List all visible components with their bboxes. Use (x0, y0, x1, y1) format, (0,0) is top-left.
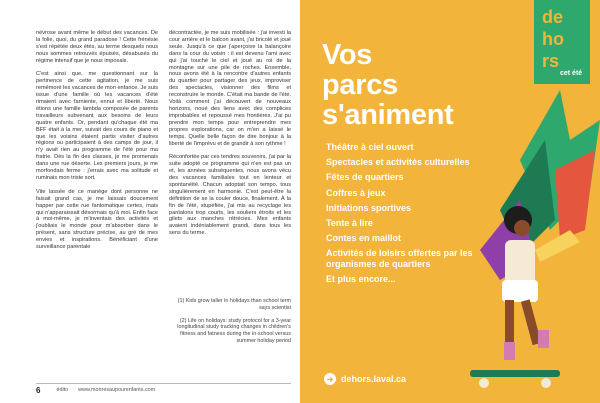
article-column-1 (36, 30, 158, 258)
footer-url[interactable]: www.monresaupourenfants.com (78, 387, 156, 393)
activity-item: Et plus encore... (326, 274, 396, 285)
footnote: (1) Kids grow taller in holidays than school term says scientist (177, 298, 291, 311)
dehors-logo (534, 0, 590, 84)
logo-subtitle: cet été (560, 70, 583, 77)
footnote: (2) Life on holidays: study protocol for a 3-year longitudinal study tracking changes in children's fitness and fatness during the in-school versus summer holiday period (177, 317, 291, 344)
arrow-right-icon: ➜ (324, 373, 336, 385)
activity-item: Coffres à jeux (326, 187, 386, 198)
paragraph: névrose avant même le début des vacances. De la folie, quoi, du grand paradoxe ! Cette frénésie s'est répétée deux étés, au terme desquels nous nous sommes retrouvés épuisés, désabusés du régime intensif que je nous imposais. (36, 30, 158, 64)
article-column-2 (169, 30, 291, 244)
activity-item: Tente à lire (326, 217, 373, 228)
paragraph: Vite lassée de ce manège dont personne ne faisait grand cas, je me laissais doucement happer par cette rue fantomatique certes, mais qui n'apparaissait désormais qu'à moi. Enfin face à moi-même, je m'inventais des activités et j'oubliais le monde pour m'absorber dans le présent, sans structure précise, au gré de mes envies et inspirations. Bénéficiant d'une surveillance parentale (36, 188, 158, 251)
headline-line: parcs (322, 69, 398, 101)
activity-item: Activités de loisirs offertes par les organismes de quartiers (326, 248, 473, 269)
activity-item: Spectacles et activités culturelles (326, 157, 470, 168)
character-shirt (505, 240, 535, 285)
paragraph: C'est ainsi que, me questionnant sur la pertinence de cette agitation, je me suis remémoré les vacances de mon enfance. Je suis issue d'une famille où les vacances d'été rimaient avec farniente, ennui et liberté. Nous étions une famille lambda composée de parents travailleurs subvenant aux besoins de leurs quatre enfants. Or, pendant qu'chaque été ma BFF était à la mer, suivait des cours de piano et que les voisins étaient partis visiter d'autres régions ou participaient à des camps de jour, il n'y avait rien au programme de l'été pour ma fratrie. Dès la fin des classes, je me promenais dans une rue déserte. Les premiers jours, je me morfondais ferme : j'errais avec ma solitude et ruminais mon triste sort. (36, 71, 158, 182)
page-number: 6 (36, 385, 41, 395)
trumpet (535, 230, 580, 262)
logo-text: de (542, 7, 564, 27)
right-page-ad (300, 0, 600, 403)
ad-headline (322, 40, 454, 130)
skateboard-wheel (479, 378, 489, 388)
skateboard (470, 370, 560, 377)
activity-item: Initiations sportives (326, 202, 412, 213)
skateboard-wheel (541, 378, 551, 388)
page-footer (36, 383, 291, 393)
logo-text: rs (542, 51, 560, 71)
website-link[interactable] (324, 373, 406, 385)
skateboarder-illustration (460, 80, 600, 403)
character-face (514, 220, 530, 236)
character-sock (504, 342, 515, 360)
footnotes (169, 298, 291, 351)
character-shorts (502, 280, 538, 302)
activity-item: Fêtes de quartiers (326, 172, 404, 183)
activity-item: Théâtre à ciel ouvert (326, 142, 414, 152)
headline-line: Vos (322, 39, 373, 71)
website-url[interactable]: dehors.laval.ca (341, 374, 407, 384)
headline-line: s'animent (322, 99, 454, 131)
character-sock (538, 330, 549, 348)
section-name: édito (56, 387, 69, 393)
paragraph: Réconfortée par ces tendres souvenirs, j'ai par la suite adopté ce programme qui n'en est pas un et, les années subséquentes, nous avons vécu des vacances familiales tout en lenteur et spontanéité. Chacun adoptait son tempo, tous singulièrement en harmonie. C'est peut-être la définition de se la couler douce, finalement. À la fin de l'été, stupéfiée, j'ai mis au recyclage les pantalons trop courts, les souliers étroits et les gilets aux manches rétrécies. Mes enfants avaient indéniablement grandi, dans tous les sens du terme. (169, 154, 291, 237)
paragraph: décontractée, je me suis mobilisée : j'ai investi la cour arrière et le balcon avant, j'ai bricolé et joué seule. Jusqu'à ce que j'aperçoive la balançoire dans la cour du voisin : il est devenu l'ami avec qui j'ai touché le ciel et joué au roi de la montagne sur une pile de roches. Ensemble, nous avons été à la rencontre d'autres enfants du quartier pour partager des jeux, improviser des spectacles, visionner des films et reconstruire le monde. C'était ma bande de l'été. Voilà comment j'ai découvert de nouveaux horizons, noué des liens avec des complices improbables et repoussé mes frontières. J'ai pu prendre mon temps pour entreprendre mes propres explorations, car on m'en a laissé le temps. Quelle belle façon de dire bonjour à la liberté de l'imprévu et de grandir à son rythme ! (169, 30, 291, 147)
activity-item: Contes en maillot (326, 233, 402, 244)
logo-text: ho (542, 29, 564, 49)
